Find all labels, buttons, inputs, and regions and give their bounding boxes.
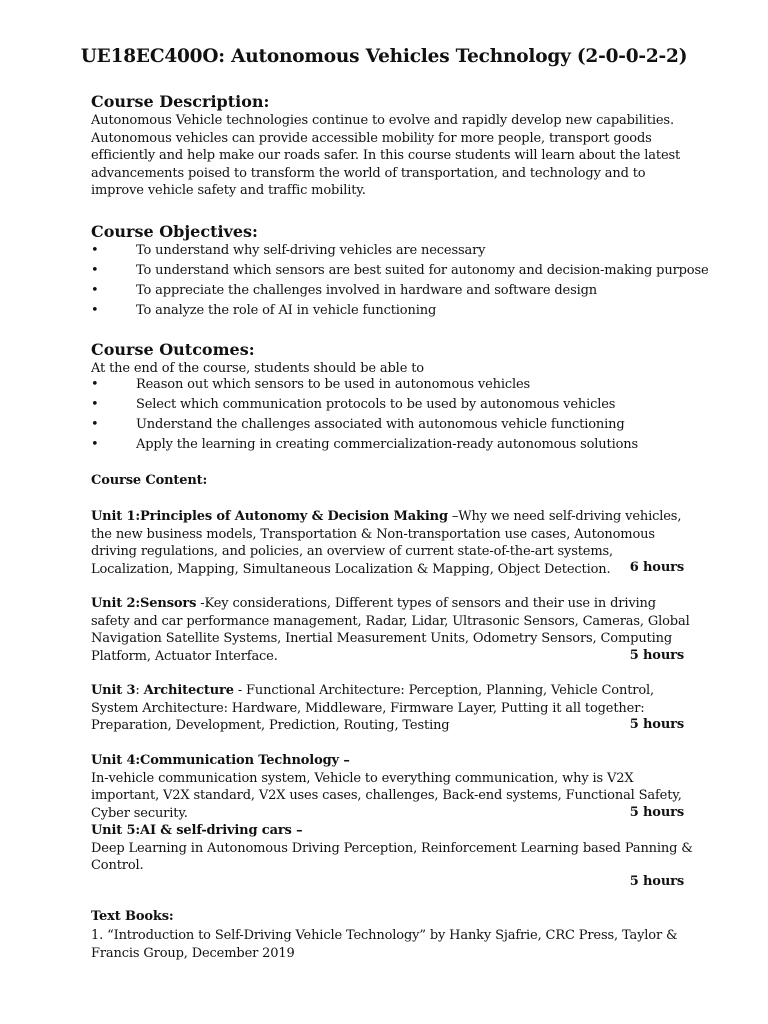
description-text: Autonomous Vehicle technologies continue to evolve and rapidly develop new capabilities. Autonomous vehicles can provide accessible mobility for more people, transport goods efficiently and help make our roads safer. In this course students will learn about the latest advancements poised to transform the world of transportation, and technology and to improve vehicle safety and traffic mobility. <box>91 113 681 198</box>
unit-title: Unit 4:Communication Technology – <box>91 753 350 768</box>
objectives-heading: Course Objectives: <box>91 222 258 241</box>
bullet-glyph: • <box>91 283 99 298</box>
unit-5 <box>91 822 696 875</box>
list-item <box>91 395 711 415</box>
list-item <box>91 261 711 281</box>
bullet-glyph: • <box>91 397 99 412</box>
content-heading: Course Content: <box>91 473 208 488</box>
list-item <box>91 375 711 395</box>
bullet-glyph: • <box>91 243 99 258</box>
unit-1-hours: 6 hours <box>629 560 684 575</box>
unit-5-hours: 5 hours <box>629 874 684 889</box>
course-title: UE18EC400O: Autonomous Vehicles Technology (2-0-0-2-2) <box>80 46 688 67</box>
unit-title: Unit 2:Sensors <box>91 596 197 611</box>
objective-text: To analyze the role of AI in vehicle functioning <box>136 303 437 318</box>
objectives-list <box>91 241 711 321</box>
outcome-text: Apply the learning in creating commercialization-ready autonomous solutions <box>136 437 639 452</box>
outcomes-heading: Course Outcomes: <box>91 340 255 359</box>
unit-3-hours: 5 hours <box>629 717 684 732</box>
outcomes-intro: At the end of the course, students should be able to <box>91 361 424 376</box>
unit-title: Unit 5:AI & self-driving cars – <box>91 823 303 838</box>
bullet-glyph: • <box>91 263 99 278</box>
unit-title: Unit 1:Principles of Autonomy & Decision Making <box>91 509 448 524</box>
list-item <box>91 241 711 261</box>
bullet-glyph: • <box>91 437 99 452</box>
list-item <box>91 281 711 301</box>
unit-sep: : <box>135 683 144 698</box>
objective-text: To understand why self-driving vehicles are necessary <box>136 243 486 258</box>
outcome-text: Understand the challenges associated with autonomous vehicle functioning <box>136 417 625 432</box>
list-item <box>91 415 711 435</box>
list-item <box>91 301 711 321</box>
outcome-text: Select which communication protocols to be used by autonomous vehicles <box>136 397 616 412</box>
unit-4-hours: 5 hours <box>629 805 684 820</box>
bullet-glyph: • <box>91 303 99 318</box>
bullet-glyph: • <box>91 377 99 392</box>
description-heading: Course Description: <box>91 92 270 111</box>
unit-body: In-vehicle communication system, Vehicle to everything communication, why is V2X important, V2X standard, V2X uses cases, challenges, Back-end systems, Functional Safety, Cyber security. <box>91 770 682 821</box>
objective-text: To understand which sensors are best suited for autonomy and decision-making purpose <box>136 263 709 278</box>
outcome-text: Reason out which sensors to be used in autonomous vehicles <box>136 377 531 392</box>
outcomes-list <box>91 375 711 455</box>
unit-body: Deep Learning in Autonomous Driving Perception, Reinforcement Learning based Panning & Control. <box>91 840 693 873</box>
list-item <box>91 435 711 455</box>
unit-title: Unit 3 <box>91 683 136 698</box>
textbooks-heading: Text Books: <box>91 909 174 924</box>
textbook-entry: 1. “Introduction to Self-Driving Vehicle Technology” by Hanky Sjafrie, CRC Press, Taylor & Francis Group, December 2019 <box>91 928 678 961</box>
unit-body: -Key considerations, Different types of sensors and their use in driving safety and car performance management, Radar, Lidar, Ultrasonic Sensors, Cameras, Global Navigation Satellite Systems, Inertial Measurement Units, Odometry Sensors, Computing Platform, Actuator Interface. <box>91 596 690 664</box>
unit-2-hours: 5 hours <box>629 648 684 663</box>
objective-text: To appreciate the challenges involved in hardware and software design <box>136 283 597 298</box>
unit-title-2: Architecture <box>143 683 234 698</box>
bullet-glyph: • <box>91 417 99 432</box>
unit-body: –Why we need self-driving vehicles, the new business models, Transportation & Non-transportation use cases, Autonomous driving regulations, and policies, an overview of current state-of-the-art systems, Localization, Mapping, Simultaneous Localization & Mapping, Object Detection. <box>91 509 682 577</box>
unit-body: - Functional Architecture: Perception, Planning, Vehicle Control, System Architecture: Hardware, Middleware, Firmware Layer, Putting it all together: Preparation, Development, Prediction, Routing, Testing <box>91 683 655 733</box>
